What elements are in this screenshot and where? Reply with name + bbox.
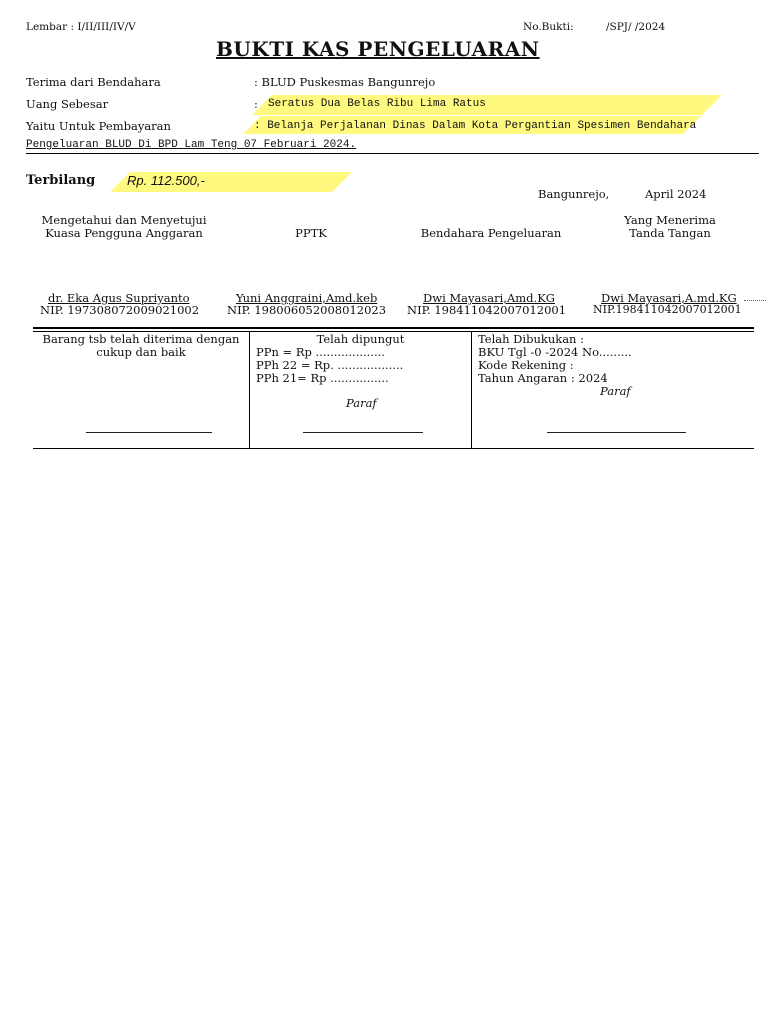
col1-line1: Barang tsb telah diterima dengan [42,332,240,346]
signatory-1-nip: NIP. 197308072009021002 [40,303,200,317]
place-label: Bangunrejo, [538,187,610,201]
yaitu-value-line2: Pengeluaran BLUD Di BPD Lam Teng 07 Februari 2024. [26,139,357,151]
col3-bku: BKU Tgl -0 -2024 No......... [478,345,632,359]
col2-pph21: PPh 21= Rp ................ [256,371,389,385]
col3-paraf: Paraf [600,384,631,398]
signatory-4-role-line2: Tanda Tangan [629,226,711,240]
col2-signature-line [303,432,423,433]
signatory-4-name: Dwi Mayasari,A.md.KG [601,291,737,305]
double-rule-top [33,327,754,329]
yaitu-label: Yaitu Untuk Pembayaran [26,119,171,133]
yaitu-value-line1: : Belanja Perjalanan Dinas Dalam Kota Pergantian Spesimen Bendahara [254,120,697,132]
uang-value: Seratus Dua Belas Ribu Lima Ratus [268,98,486,110]
divider [26,153,759,154]
signatory-1-name: dr. Eka Agus Supriyanto [48,291,190,305]
col1-line2: cukup dan baik [96,345,186,359]
uang-colon: : [254,97,258,111]
col2-ppn: PPn = Rp ................... [256,345,385,359]
terbilang-label: Terbilang [26,173,96,188]
col3-kode-rekening: Kode Rekening : [478,358,574,372]
no-bukti-value: /SPJ/ /2024 [606,21,666,33]
signatory-2-name: Yuni Anggraini,Amd.keb [236,291,378,305]
document-title: BUKTI KAS PENGELUARAN [216,37,540,61]
signatory-2-role: PPTK [295,226,327,240]
col2-title: Telah dipungut [316,332,405,346]
col2-pph22: PPh 22 = Rp. .................. [256,358,404,372]
col3-tahun-angaran: Tahun Angaran : 2024 [478,371,608,385]
col3-title: Telah Dibukukan : [478,332,584,346]
signatory-3-role: Bendahara Pengeluaran [420,226,562,240]
col2-paraf: Paraf [346,396,377,410]
signatory-1-role-line1: Mengetahui dan Menyetujui [41,213,207,227]
signatory-3-nip: NIP. 198411042007012001 [407,303,567,317]
table-bottom-rule [33,448,754,449]
date-label: April 2024 [645,187,707,201]
signatory-4-role-line1: Yang Menerima [624,213,716,227]
col1-signature-line [86,432,212,433]
col3-signature-line [547,432,686,433]
terima-label: Terima dari Bendahara [26,75,161,89]
signatory-1-role-line2: Kuasa Pengguna Anggaran [45,226,203,240]
uang-label: Uang Sebesar [26,97,109,111]
dotted-leader [744,300,766,301]
table-col-divider-2 [471,332,472,448]
terbilang-value: Rp. 112.500,- [127,173,205,188]
table-col-divider-1 [249,332,250,448]
signatory-2-nip: NIP. 198006052008012023 [227,303,387,317]
signatory-3-name: Dwi Mayasari,Amd.KG [423,291,555,305]
no-bukti-label: No.Bukti: [523,21,574,33]
signatory-4-nip: NIP.198411042007012001 [593,303,742,316]
lembar-label: Lembar : I/II/III/IV/V [26,21,136,33]
terima-value: : BLUD Puskesmas Bangunrejo [254,75,436,89]
